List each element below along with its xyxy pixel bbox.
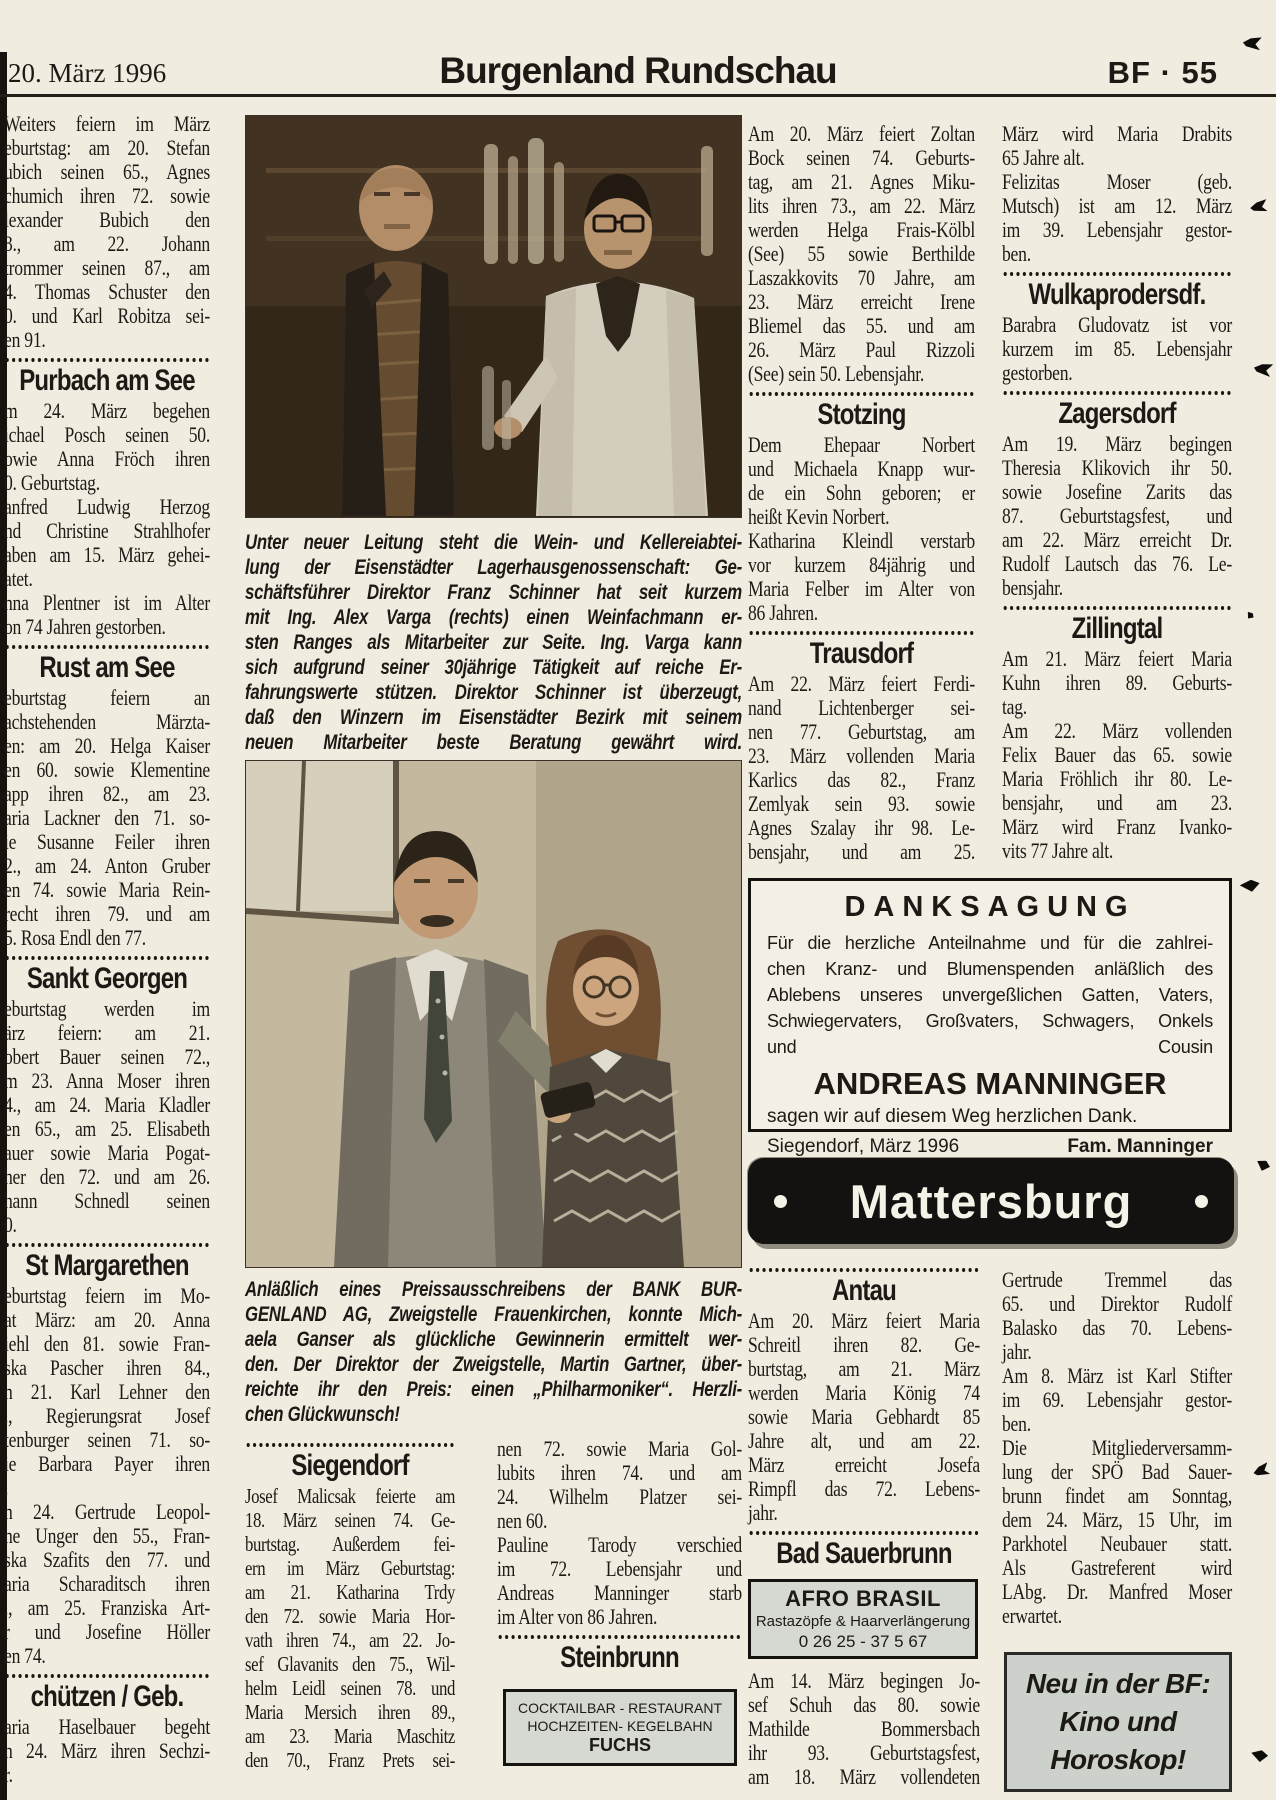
section-heading-zillingtal: Zillingtal [1071,612,1163,645]
purbach-paragraph: nna Plentner ist im Alter on 74 Jahren gestorben. [4,590,210,639]
section-heading-steinbrunn: Steinbrunn [560,1641,679,1674]
section-heading-st-margarethen: St Margarethen [25,1249,189,1282]
stotzing-paragraph: Dem Ehepaar Norbert und Michaela Knapp wur- de ein Sohn geboren; er heißt Kevin Norbert. [748,432,975,529]
trausdorf-paragraph: Am 22. März feiert Ferdi- nand Lichtenberger sei- nen 77. Geburtstag, am 23. März vollenden Maria Karlics das 82., Franz Zemlyak sein 93. sowie Agnes Szalay ihr 98. Le- bensjahr, und am 25. [748,671,975,864]
section-divider [750,631,974,635]
column-eisenstadt [748,122,975,864]
scan-artifact [1249,199,1267,213]
section-divider [6,358,209,362]
birthdays-intro-paragraph: Weiters feiern im März eburtstag: am 20. Stefan ubich seinen 65., Agnes chumich ihren 72. sowie lexander Bubich den 3., am 22. Johann trommer seinen 87., am 4. Thomas Schuster den 0. und Karl Robitza sei- en 91. [4,111,210,352]
ad-business-name: FUCHS [589,1735,651,1755]
section-heading-stotzing: Stotzing [817,398,906,431]
column-right [1002,122,1232,863]
sankt-georgen-paragraph: eburtstag werden im ärz feiern: am 21. obert Bauer seinen 72., m 23. Anna Moser ihren 4., am 24. Maria Kladler en 65., am 25. Elisabeth auer sowie Maria Pogat- her den 72. und am 26. hann Schnedl seinen 0. [4,996,210,1237]
danksagung-body: Für die herzliche Anteilnahme und für die zahlrei- chen Kranz- und Blumenspenden anläßlich des Ablebens unseres unvergeßlichen Gatten, Vaters, Schwiegervaters, Großvaters, Schwagers, Onkels und Cousin [767,933,1213,1057]
obituary-paragraph: Felizitas Moser (geb. Mutsch) ist am 12. März im 39. Lebensjahr gestor- ben. [1002,169,1232,266]
st-margarethen-paragraph: n 24. Gertrude Leopol- ne Unger den 55., Fran- ska Szafits den 77. und aria Scharaditsch ihren ., am 25. Franziska Art- r und Josefine Höller en 74. [4,1499,210,1668]
section-heading-siegendorf: Siegendorf [291,1449,409,1482]
column-tremmel [1002,1268,1232,1628]
afro-brasil-ad [748,1579,978,1659]
promo-line: Kino und [1059,1706,1177,1737]
section-heading-zagersdorf: Zagersdorf [1058,397,1176,430]
danksagung-place-date: Siegendorf, März 1996 [767,1136,960,1157]
page-number: BF · 55 [1107,55,1218,90]
danksagung-family-signature: Fam. Manninger [1067,1136,1213,1157]
zillingtal-paragraph: Am 21. März feiert Maria Kuhn ihren 89. Geburts- tag. [1002,646,1232,719]
section-divider [6,956,209,960]
steinbrunn-column [497,1437,742,1766]
danksagung-thanks-line: sagen wir auf diesem Weg herzlichen Dank. [767,1106,1138,1127]
section-divider [6,645,209,649]
stotzing-paragraph: Katharina Kleindl verstarb vor kurzem 84jährig und Maria Felber im Alter von 86 Jahren. [748,528,975,625]
danksagung-obituary-notice [748,878,1232,1157]
danksagung-title: DANKSAGUNG [844,891,1136,923]
section-divider [750,1268,979,1272]
antau-paragraph: Am 20. März feiert Maria Schreitl ihren 82. Ge- burtstag, am 21. März werden Maria König 74 sowie Maria Gebhardt 85 Jahre alt, und am 22. März erreicht Josefa Rimpfl das 72. Lebens- jahr. [748,1308,980,1525]
section-divider [499,1635,741,1639]
photo2-caption: Anläßlich eines Preissausschreibens der BANK BUR- GENLAND AG, Zweigstelle Frauenkirchen, konnte Mich- aela Ganser als glückliche Gewinnerin ermittelt wer- den. Der Direktor der Zweigstelle, Martin Gartner, über- reichte ihr den Preis: einen „Philharmoniker“. Herzli- chen Glückwunsch! [245,1278,742,1426]
siegendorf-column [245,1437,455,1772]
ad-line: HOCHZEITEN- KEGELBAHN [527,1718,713,1734]
section-divider [247,1443,454,1447]
section-divider [750,392,974,396]
purbach-paragraph: m 24. März begehen ichael Posch seinen 50. owie Anna Fröch ihren 0. Geburtstag. [4,398,210,495]
spoe-meeting-paragraph: Die Mitgliederversamm- lung der SPÖ Bad Sauer- brunn findet am Sonntag, dem 24. März, 15 Uhr, im Parkhotel Neubauer statt. Als Gastreferent wird LAbg. Dr. Manfred Moser erwartet. [1002,1435,1232,1628]
stifter-obituary-paragraph: Am 8. März ist Karl Stifter im 69. Lebensjahr gestor- ben. [1002,1363,1232,1436]
scan-artifact [1255,1158,1272,1173]
wulkaprodersdorf-paragraph: Barabra Gludovatz ist vor kurzem im 85. Lebensjahr gestorben. [1002,312,1232,385]
section-divider [1004,606,1231,610]
rust-paragraph: eburtstag feiern an achstehenden Märzta- en: am 20. Helga Kaiser en 60. sowie Klementine app ihren 82., am 23. aria Lackner den 71. so- ie Susanne Feiler ihren 2., am 24. Anton Gruber en 74. sowie Maria Rein- recht ihren 79. und am 5. Rosa Endl den 77. [4,685,210,950]
section-divider [6,1243,209,1247]
scan-artifact [1239,878,1261,893]
scan-artifact [1250,1749,1268,1763]
header-rule [0,94,1276,97]
tremmel-paragraph: Gertrude Tremmel das 65. und Direktor Rudolf Balasko das 70. Lebens- jahr. [1002,1267,1232,1364]
scan-artifact [1242,35,1262,50]
scan-artifact [1253,360,1274,377]
purbach-paragraph: anfred Ludwig Herzog nd Christine Strahlhofer aben am 15. März gehei- atet. [4,494,210,591]
section-heading-purbach: Purbach am See [19,364,195,397]
column-antau [748,1262,980,1789]
neu-in-der-bf-promo-box [1004,1652,1232,1792]
ad-phone-number: 0 26 25 - 37 5 67 [798,1632,928,1651]
section-divider [6,1674,209,1678]
column-left [4,112,210,1787]
section-heading-rust: Rust am See [39,651,175,684]
birthdays-paragraph: Am 20. März feiert Zoltan Bock seinen 74. Geburts- tag, am 21. Agnes Miku- lits ihren 73., am 22. März werden Helga Frais-Kölbl (See) 55 sowie Berthilde Laszakkovits 70 Jahre, am 23. März erreicht Irene Bliemel das 55. und am 26. März Paul Rizzoli (See) sein 50. Lebensjahr. [748,121,975,386]
st-margarethen-paragraph: eburtstag feiern im Mo- at März: am 20. Anna iehl den 81. sowie Fran- ska Pascher ihren 84., n 21. Karl Lehner den ., Regierungsrat Josef tenburger seinen 71. so- ie Barbara Payer ihren . [4,1283,210,1500]
section-heading-antau: Antau [832,1274,896,1307]
section-heading-bad-sauerbrunn: Bad Sauerbrunn [776,1537,952,1570]
danksagung-deceased-name: ANDREAS MANNINGER [813,1066,1167,1101]
zillingtal-paragraph: Am 22. März vollenden Felix Bauer das 65. sowie Maria Fröhlich ihr 80. Le- bensjahr, und am 23. März wird Franz Ivanko- vits 77 Jahre alt. [1002,718,1232,863]
newspaper-title: Burgenland Rundschau [439,50,837,91]
siegendorf-obituary-paragraph: Pauline Tarody verschied im 72. Lebensjahr und Andreas Manninger starb im Alter von 86 Jahren. [497,1532,742,1629]
fuchs-restaurant-ad [503,1689,737,1766]
section-divider [1004,391,1231,395]
scan-artifact [1245,610,1256,621]
ad-line: Rastazöpfe & Haarverlängerung [755,1613,971,1630]
issue-date: 20. März 1996 [8,58,167,88]
banner-dot-icon [774,1195,787,1208]
promo-line: Neu in der BF: [1025,1668,1211,1699]
section-heading-schuetzen: chützen / Geb. [30,1680,184,1713]
siegendorf-continued-paragraph: nen 72. sowie Maria Gol- lubits ihren 74. und am 24. Wilhelm Platzer sei- nen 60. [497,1436,742,1533]
siegendorf-paragraph: Josef Malicsak feierte am 18. März seinen 74. Ge- burtstag. Außerdem fei- ern im März Geburtstag: am 21. Katharina Trdy den 72. sowie Maria Hor- vath ihren 74., am 22. Jo- sef Glavanits den 75., Wil- helm Leidl seinen 78. und Maria Mersich ihren 89., am 23. Maria Maschitz den 70., Franz Prets sei- [245,1484,455,1772]
column-photos [245,115,742,1800]
section-heading-sankt-georgen: Sankt Georgen [26,962,188,995]
zagersdorf-paragraph: Am 19. März begingen Theresia Klikovich ihr 50. sowie Josefine Zarits das 87. Geburtstagsfest, und am 22. März erreicht Dr. Rudolf Lautsch das 76. Le- bensjahr. [1002,431,1232,600]
photo-award-presentation [245,760,742,1268]
ad-business-name: AFRO BRASIL [785,1586,941,1611]
section-heading-trausdorf: Trausdorf [809,637,914,670]
schuetzen-paragraph: aria Haselbauer begeht n 24. März ihren Sechzi- r. [4,1714,210,1787]
section-divider [750,1531,979,1535]
ad-line: COCKTAILBAR - RESTAURANT [517,1700,723,1716]
section-heading-wulkaprodersdorf: Wulkaprodersdf. [1028,278,1206,311]
section-divider [1004,272,1231,276]
promo-line: Horoskop! [1050,1744,1186,1775]
banner-dot-icon [1195,1195,1208,1208]
continued-paragraph: März wird Maria Drabits 65 Jahre alt. [1002,121,1232,170]
photo1-caption: Unter neuer Leitung steht die Wein- und Kellereiabtei- lung der Eisenstädter Lagerhausgenossenschaft: Ge- schäftsführer Direktor Franz Schinner hat seit kurzem mit Ing. Alex Varga (rechts) einen Weinfachmann er- sten Ranges als Mitarbeiter zur Seite. Ing. Varga kann sich aufgrund seiner 30jährige Tätigkeit auf reiche Er- fahrungswerte stützen. Direktor Schinner ist überzeugt, daß den Winzern im Eisenstädter Bezirk mit seinem neuen Mitarbeiter beste Beratung gewährt wird. [245,531,742,754]
bad-sauerbrunn-paragraph: Am 14. März begingen Jo- sef Schuh das 80. sowie Mathilde Bommersbach ihr 93. Geburtstagsfest, am 18. März vollendeten [748,1668,980,1789]
banner-title: Mattersburg [849,1174,1133,1228]
mattersburg-section-banner [748,1158,1234,1244]
photo-wine-cellar-lab [245,115,742,518]
scan-artifact [1252,1462,1270,1478]
